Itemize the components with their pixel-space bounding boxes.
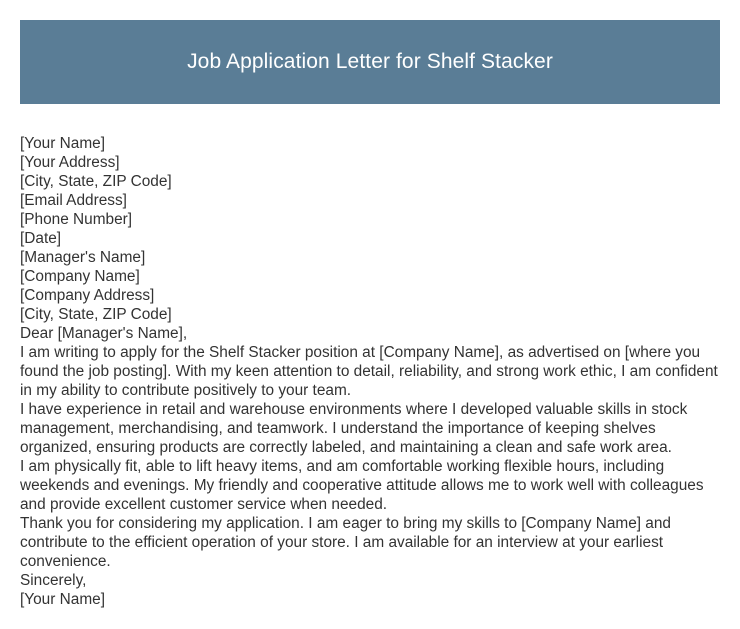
sender-email: [Email Address]	[20, 192, 127, 209]
paragraph-intro: I am writing to apply for the Shelf Stacker position at [Company Name], as advertised on [where you found the job posting]. With my keen attention to detail, reliability, and strong work ethic, I am confident in my ability to contribute positively to your team.	[20, 344, 718, 399]
recipient-company: [Company Name]	[20, 268, 140, 285]
paragraph-experience: I have experience in retail and warehouse environments where I developed valuable skills in stock management, merchandising, and teamwork. I understand the importance of keeping shelves organized, ensuring products are correctly labeled, and maintaining a clean and safe work area.	[20, 401, 688, 456]
page-title: Job Application Letter for Shelf Stacker	[187, 50, 553, 73]
sender-phone: [Phone Number]	[20, 211, 133, 228]
sender-address: [Your Address]	[20, 154, 120, 171]
recipient-address: [Company Address]	[20, 287, 155, 304]
closing: Sincerely,	[20, 572, 87, 589]
paragraph-attributes: I am physically fit, able to lift heavy items, and am comfortable working flexible hours, including weekends and evenings. My friendly and cooperative attitude allows me to work well with colleagues and provide excellent customer service when needed.	[20, 458, 704, 513]
sender-name: [Your Name]	[20, 135, 105, 152]
title-banner	[20, 20, 720, 104]
recipient-name: [Manager's Name]	[20, 249, 146, 266]
sender-city-state-zip: [City, State, ZIP Code]	[20, 173, 172, 190]
letter-date: [Date]	[20, 230, 62, 247]
salutation: Dear [Manager's Name],	[20, 325, 188, 342]
paragraph-closing: Thank you for considering my application. I am eager to bring my skills to [Company Name] and contribute to the efficient operation of your store. I am available for an interview at your earliest convenience.	[20, 515, 671, 570]
signature-name: [Your Name]	[20, 591, 105, 608]
letter-body	[20, 134, 720, 609]
recipient-city-state-zip: [City, State, ZIP Code]	[20, 306, 172, 323]
